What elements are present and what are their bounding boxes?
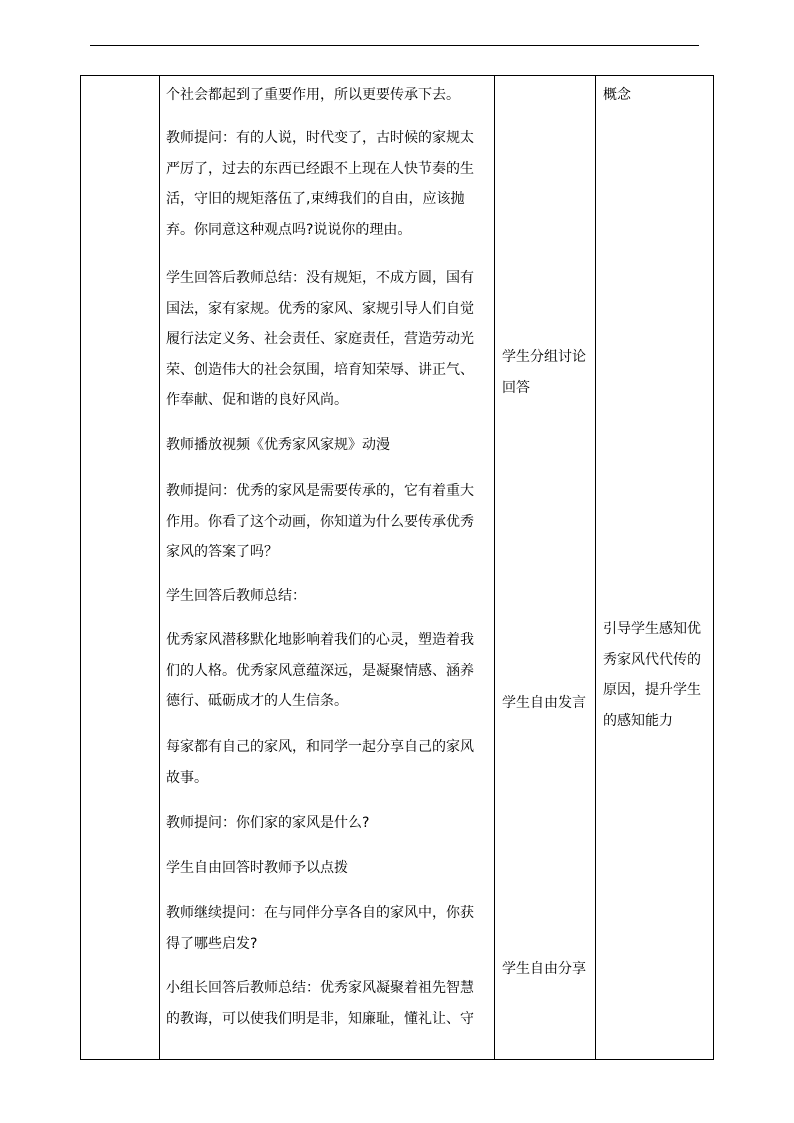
header-rule: [90, 45, 699, 46]
process-paragraph: 教师提问：优秀的家风是需要传承的，它有着重大 作用。你看了这个动画，你知道为什么要传承优秀 家风的答案了吗？: [166, 483, 474, 560]
process-paragraph: 个社会都起到了重要作用，所以更要传承下去。: [166, 87, 460, 103]
process-paragraph: 教师提问：有的人说，时代变了，古时候的家规太 严厉了，过去的东西已经跟不上现在人快节奏的生 活，守旧的规矩落伍了,束缚我们的自由，应该抛 弃。你同意这种观点吗?说说你的理由。: [166, 130, 474, 238]
process-paragraph: 教师提问：你们家的家风是什么?: [166, 815, 370, 831]
process-paragraph: 学生回答后教师总结：没有规矩，不成方圆，国有 国法，家有家规。优秀的家风、家规引导人们自觉 履行法定义务、社会责任、家庭责任，营造劳动光 荣、创造伟大的社会氛围，培育知荣辱、讲正气、 作奉献、促和谐的良好风尚。: [166, 270, 474, 408]
column-stage: [81, 76, 160, 1059]
activity-paragraph: 学生自由发言: [502, 695, 586, 711]
process-paragraph: 学生回答后教师总结：: [166, 588, 306, 604]
process-paragraph: 学生自由回答时教师予以点拨: [166, 860, 348, 876]
activity-paragraph: 学生分组讨论 回答: [502, 349, 586, 396]
intent-paragraph: 概念: [603, 87, 631, 103]
activity-paragraph: 学生自由分享: [502, 961, 586, 977]
intent-paragraph: 引导学生感知优 秀家风代代传的 原因，提升学生 的感知能力: [603, 621, 701, 729]
column-teaching-process: [160, 76, 495, 1059]
process-paragraph: 小组长回答后教师总结：优秀家风凝聚着祖先智慧 的教诲，可以使我们明是非，知廉耻，懂礼让、守: [166, 980, 474, 1027]
process-paragraph: 每家都有自己的家风，和同学一起分享自己的家风 故事。: [166, 739, 474, 786]
process-paragraph: 优秀家风潜移默化地影响着我们的心灵，塑造着我 们的人格。优秀家风意蕴深远，是凝聚情感、涵养 德行、砥砺成才的人生信条。: [166, 632, 474, 709]
column-student-activity: [495, 76, 596, 1059]
process-paragraph: 教师继续提问：在与同伴分享各自的家风中，你获 得了哪些启发?: [166, 905, 474, 952]
process-paragraph: 教师播放视频《优秀家风家规》动漫: [166, 437, 390, 453]
lesson-table: [80, 75, 714, 1060]
column-design-intent: [596, 76, 715, 1059]
